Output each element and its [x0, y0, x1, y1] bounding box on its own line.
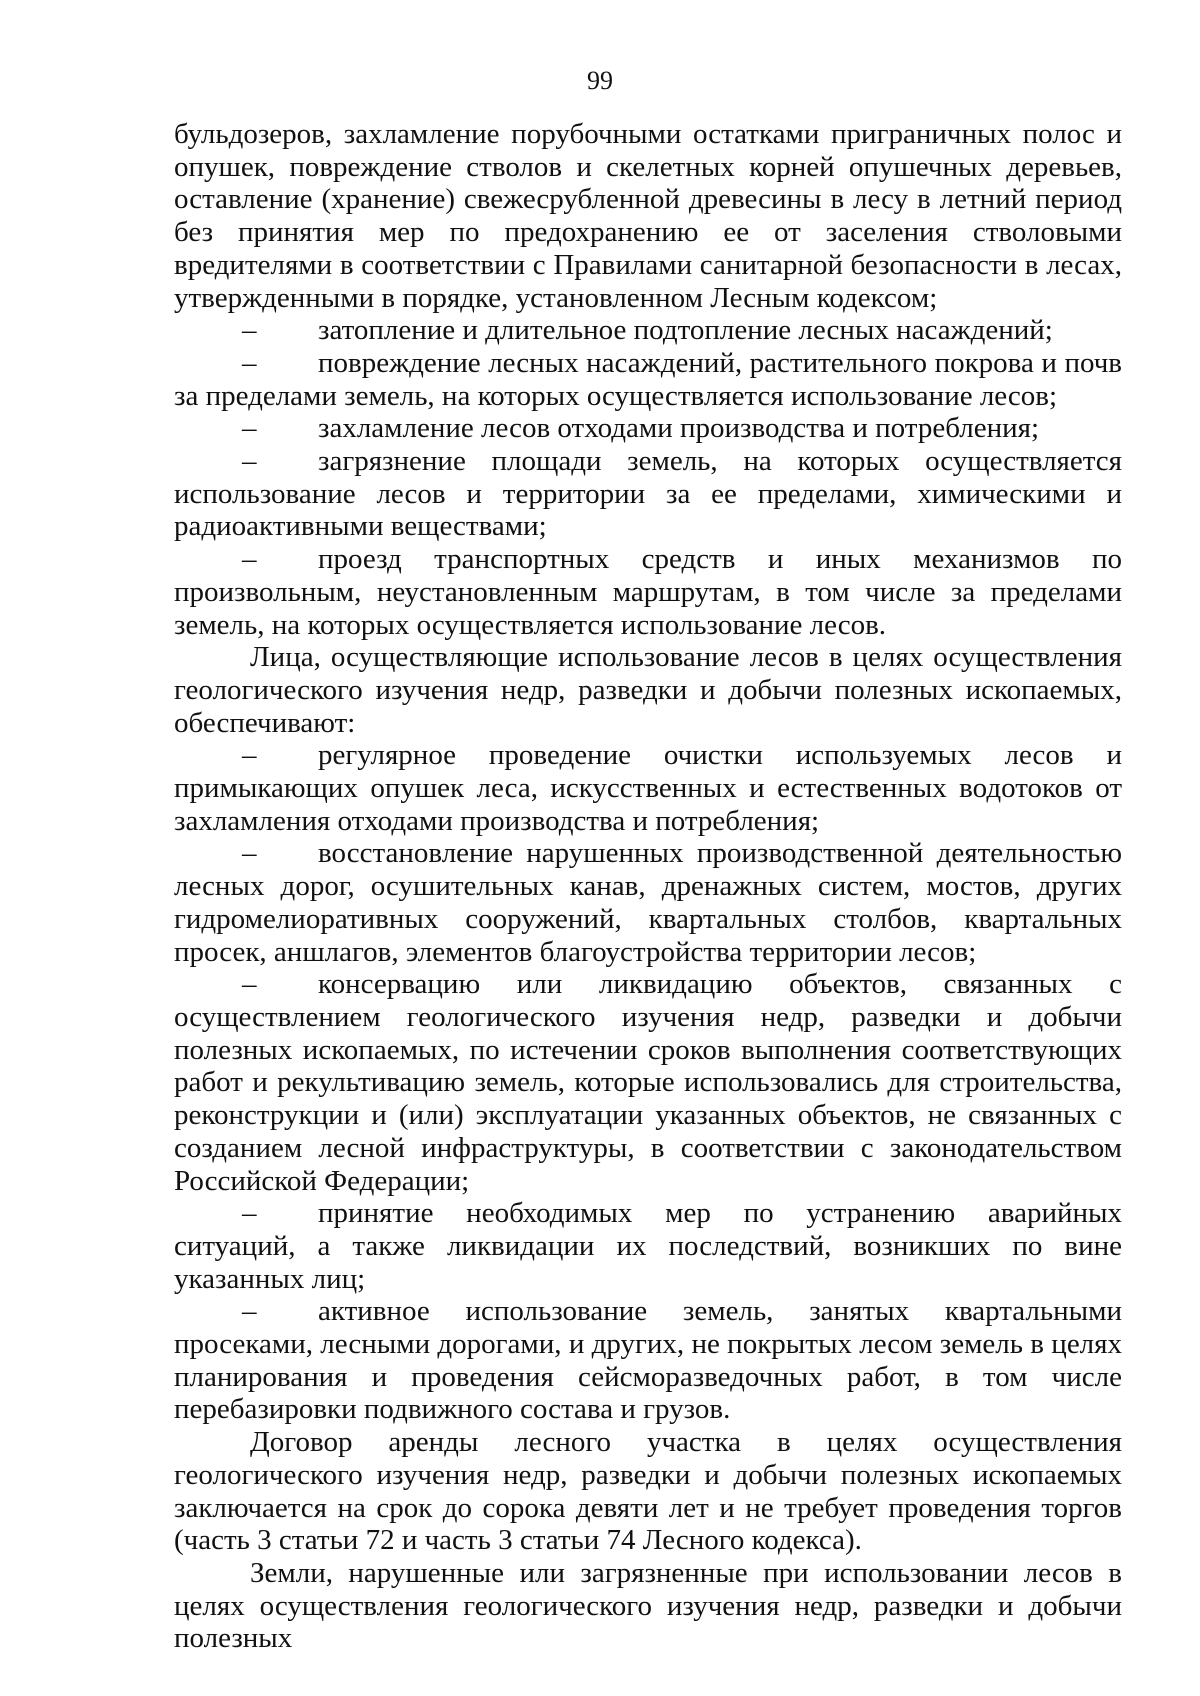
dash-marker: – [242, 1197, 257, 1230]
list-item-8 [174, 968, 1122, 1197]
list-item-6 [174, 739, 1122, 837]
list-item-text: восстановление нарушенных производственной деятельностью лесных дорог, осушительных канав, дренажных систем, мостов, других гидромелиоративных сооружений, квартальных столбов, квартальных просек, аншлагов, элементов благоустройства территории лесов; [174, 837, 1122, 968]
list-item-9 [174, 1197, 1122, 1295]
list-item-text: захламление лесов отходами производства и потребления; [318, 412, 1040, 445]
list-item-7 [174, 837, 1122, 968]
dash-marker: – [242, 412, 257, 445]
list-item-text: проезд транспортных средств и иных механизмов по произвольным, неустановленным маршрутам, в том числе за пределами земель, на которых осуществляется использование лесов. [174, 543, 1122, 641]
dash-marker: – [242, 968, 257, 1001]
list-item-text: консервацию или ликвидацию объектов, связанных с осуществлением геологического изучения недр, разведки и добычи полезных ископаемых, по истечении сроков выполнения соответствующих работ и рекультивацию земель, которые использовались для строительства, реконструкции и (или) эксплуатации указанных объектов, не связанных с созданием лесной инфраструктуры, в соответствии с законодательством Российской Федерации; [174, 968, 1122, 1197]
paragraph-3: Договор аренды лесного участка в целях осуществления геологического изучения недр, разведки и добычи полезных ископаемых заключается на срок до сорока девяти лет и не требует проведения торгов (часть 3 статьи 72 и часть 3 статьи 74 Лесного кодекса). [174, 1426, 1122, 1557]
paragraph-1: бульдозеров, захламление порубочными остатками приграничных полос и опушек, повреждение стволов и скелетных корней опушечных деревьев, оставление (хранение) свежесрубленной древесины в лесу в летний период без принятия мер по предохранению ее от заселения стволовыми вредителями в соответствии с Правилами санитарной безопасности в лесах, утвержденными в порядке, установленном Лесным кодексом; [174, 118, 1122, 314]
dash-marker: – [242, 543, 257, 576]
list-item-2 [174, 347, 1122, 412]
dash-marker: – [242, 346, 257, 379]
paragraph-4: Земли, нарушенные или загрязненные при использовании лесов в целях осуществления геологического изучения недр, разведки и добычи полезных [174, 1556, 1122, 1655]
paragraph-2: Лица, осуществляющие использование лесов в целях осуществления геологического изучения недр, разведки и добычи полезных ископаемых, обеспечивают: [174, 641, 1122, 739]
list-item-3 [174, 412, 1122, 445]
dash-marker: – [242, 837, 257, 870]
dash-marker: – [242, 1295, 257, 1328]
document-body [174, 118, 1122, 1655]
dash-marker: – [242, 445, 257, 478]
page-number: 99 [587, 66, 613, 95]
list-item-4 [174, 445, 1122, 543]
list-item-text: регулярное проведение очистки используемых лесов и примыкающих опушек леса, искусственных и естественных водотоков от захламления отходами производства и потребления; [174, 739, 1122, 837]
dash-marker: – [242, 739, 257, 772]
list-item-text: активное использование земель, занятых квартальными просеками, лесными дорогами, и других, не покрытых лесом земель в целях планирования и проведения сейсморазведочных работ, в том числе перебазировки подвижного состава и грузов. [174, 1295, 1122, 1426]
list-item-text: повреждение лесных насаждений, растительного покрова и почв за пределами земель, на которых осуществляется использование лесов; [174, 346, 1122, 412]
list-item-text: принятие необходимых мер по устранению аварийных ситуаций, а также ликвидации их последствий, возникших по вине указанных лиц; [174, 1197, 1122, 1295]
list-item-1 [174, 314, 1122, 347]
list-item-text: затопление и длительное подтопление лесных насаждений; [318, 314, 1053, 347]
list-item-5 [174, 543, 1122, 641]
list-item-text: загрязнение площади земель, на которых осуществляется использование лесов и территории за ее пределами, химическими и радиоактивными веществами; [174, 445, 1122, 543]
dash-marker: – [242, 314, 257, 347]
list-item-10 [174, 1295, 1122, 1426]
